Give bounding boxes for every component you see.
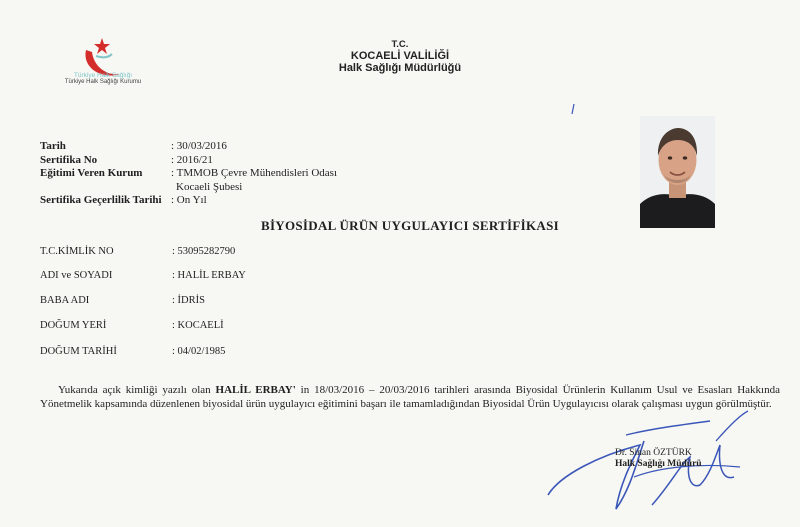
cert-no-value: : 2016/21	[171, 153, 213, 166]
field-value: : HALİL ERBAY	[172, 270, 246, 281]
field-value: : 53095282790	[172, 246, 236, 257]
meta-row-institution-2	[40, 181, 337, 195]
validity-value: : On Yıl	[171, 194, 207, 206]
ink-mark-icon	[571, 104, 575, 114]
statement-holder-name: HALİL ERBAY'	[215, 384, 296, 396]
field-value: : İDRİS	[172, 295, 205, 306]
holder-photo	[640, 116, 715, 228]
logo-caption-colored: Türkiye Halk Sağlığı	[73, 72, 133, 79]
meta-row-institution	[40, 167, 337, 181]
signatory-title: Halk Sağlığı Müdürü	[615, 459, 702, 469]
signatory	[615, 448, 702, 470]
validity-label: Sertifika Geçerlilik Tarihi	[40, 194, 162, 206]
institution-branch: Kocaeli Şubesi	[176, 180, 243, 193]
logo-caption: Türkiye Halk Sağlığı Kurumu	[64, 79, 142, 85]
date-value: : 30/03/2016	[171, 140, 227, 152]
header-valilik: KOCAELİ VALİLİĞİ	[350, 50, 450, 62]
field-value: : KOCAELİ	[172, 320, 224, 331]
field-label: DOĞUM TARİHİ	[40, 346, 117, 357]
date-label: Tarih	[40, 140, 66, 152]
meta-row-validity	[40, 194, 337, 208]
statement-part-2: in 18/03/2016 – 20/03/2016 tarihleri arasında Biyosidal Ürünlerin Kullanım Usul ve Esasları Hakkında Yönetmelik kapsamında düzenlenen biyosidal ürün uygulayıcı eğitimini başarı ile tamamladığından Biyosidal Ürün Uygulayıcısı olarak çalışması uygun görülmüştür.	[40, 384, 780, 410]
header-mudurluk: Halk Sağlığı Müdürlüğü	[338, 62, 462, 74]
certificate-meta	[40, 140, 337, 208]
field-label: BABA ADI	[40, 295, 90, 306]
header-tc: T.C.	[391, 39, 409, 50]
field-label: ADI ve SOYADI	[40, 270, 113, 281]
institution-label: Eğitimi Veren Kurum	[40, 167, 143, 179]
institution-value: : TMMOB Çevre Mühendisleri Odası	[171, 167, 338, 179]
letterhead	[300, 40, 500, 74]
statement-part-1: Yukarıda açık kimliği yazılı olan	[58, 384, 216, 396]
certificate-title: BİYOSİDAL ÜRÜN UYGULAYICI SERTİFİKASI	[260, 218, 560, 233]
meta-row-cert-no	[40, 154, 337, 168]
field-label: DOĞUM YERİ	[40, 320, 107, 331]
signatory-name: Dr. Sinan ÖZTÜRK	[615, 448, 692, 458]
cert-no-label: Sertifika No	[40, 153, 98, 166]
field-label: T.C.KİMLİK NO	[40, 246, 114, 257]
meta-row-date	[40, 140, 337, 154]
field-value: : 04/02/1985	[172, 346, 226, 357]
